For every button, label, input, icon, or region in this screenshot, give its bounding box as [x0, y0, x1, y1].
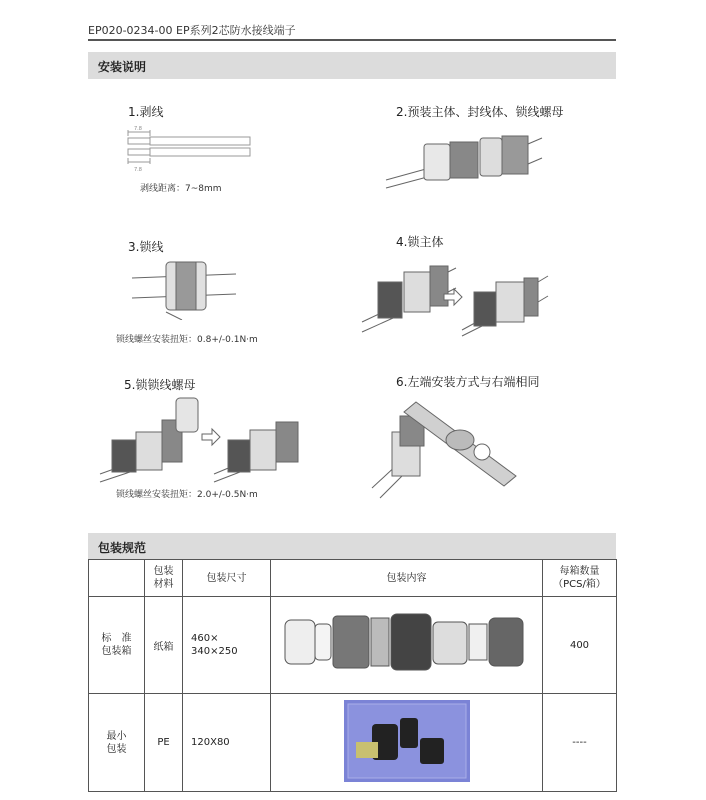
- packing-heading: 包装规范: [98, 541, 147, 555]
- packing-table: [88, 559, 617, 792]
- install-section-header: [88, 52, 616, 79]
- lock-body-figure: [360, 252, 550, 338]
- pack-type-cell: 标准 包装箱: [89, 597, 145, 694]
- pack-size-cell: 460× 340×250: [183, 597, 271, 694]
- install-heading: 安装说明: [98, 60, 147, 74]
- document-title: EP020-0234-00 EP系列2芯防水接线端子: [88, 24, 296, 37]
- pack-content-cell: [271, 597, 543, 694]
- pe-bag-image: [342, 698, 472, 784]
- pack-type-cell: 最小 包装: [89, 694, 145, 792]
- pack-material-cell: PE: [145, 694, 183, 792]
- pack-content-cell: [271, 694, 543, 792]
- table-row: [89, 694, 617, 792]
- table-row: [89, 597, 617, 694]
- title-rule: [88, 39, 616, 41]
- step-5-label: 5.锁锁线螺母: [124, 378, 196, 392]
- preassemble-figure: [384, 124, 544, 192]
- col-header-qty: 每箱数量 （PCS/箱）: [543, 560, 617, 597]
- step-6-label: 6.左端安装方式与右端相同: [396, 375, 540, 389]
- col-header-material: 包装 材料: [145, 560, 183, 597]
- step-1-label: 1.剥线: [128, 105, 164, 119]
- pack-qty-cell: 400: [543, 597, 617, 694]
- strip-dim-top: 7.8: [134, 126, 142, 132]
- table-header-row: [89, 560, 617, 597]
- pack-qty-cell: ----: [543, 694, 617, 792]
- strip-dim-bottom: 7.8: [134, 167, 142, 173]
- col-header-size: 包装尺寸: [183, 560, 271, 597]
- lock-nut-figure: [98, 394, 308, 484]
- pack-size-cell: 120X80: [183, 694, 271, 792]
- lock-wire-figure: [130, 254, 240, 320]
- step-3-label: 3.锁线: [128, 240, 164, 254]
- step-2-label: 2.预装主体、封线体、锁线螺母: [396, 105, 564, 119]
- step-5-note: 锁线螺丝安装扭矩：2.0+/-0.5N·m: [116, 490, 258, 500]
- wrench-figure: [370, 392, 530, 504]
- step-3-note: 锁线螺丝安装扭矩：0.8+/-0.1N·m: [116, 335, 258, 345]
- step-1-note: 剥线距离：7~8mm: [140, 184, 222, 194]
- step-4-label: 4.锁主体: [396, 235, 444, 249]
- pack-material-cell: 纸箱: [145, 597, 183, 694]
- strip-wire-figure: [124, 122, 254, 174]
- col-header-content: 包装内容: [271, 560, 543, 597]
- connector-parts-image: [275, 604, 539, 684]
- col-header-type: [89, 560, 145, 597]
- packing-section-header: [88, 533, 616, 560]
